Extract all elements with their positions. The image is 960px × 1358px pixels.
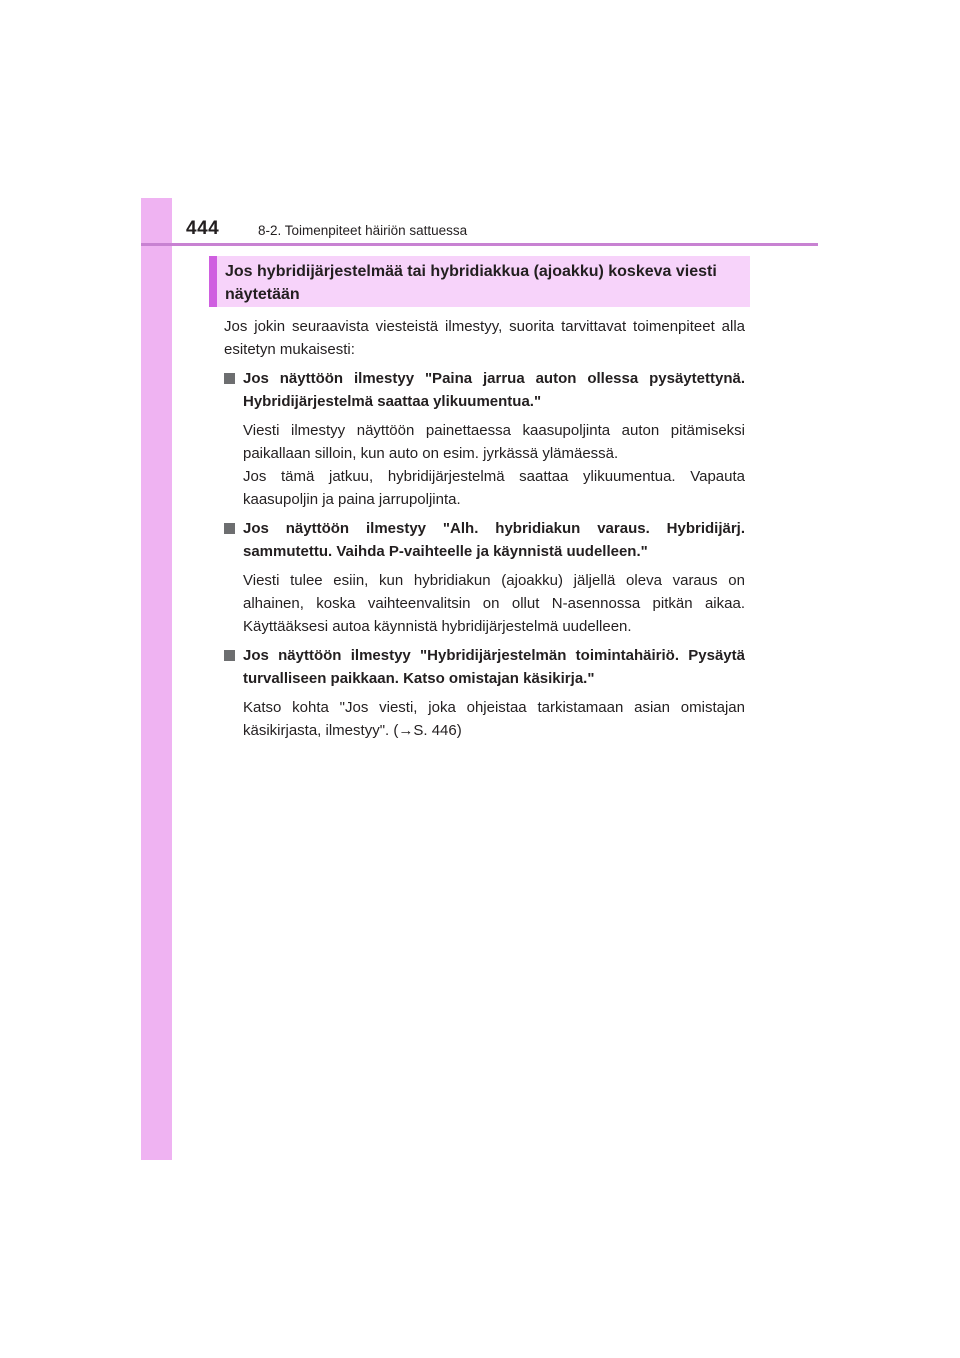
arrow-right-icon: → <box>398 722 414 739</box>
page-content <box>224 315 745 748</box>
message-item-body: Viesti ilmestyy näyttöön painettaessa kaasupoljinta auton pitämiseksi paikallaan silloin, kun auto on esim. jyrkässä ylämäessä. <box>243 422 745 462</box>
message-item-title: Jos näyttöön ilmestyy "Hybridijärjestelmän toimintahäiriö. Pysäytä turvalliseen paikkaan. Katso omistajan käsikirja." <box>243 647 745 687</box>
message-item-brake <box>224 367 745 511</box>
square-bullet-icon <box>224 523 235 534</box>
page-number: 444 <box>186 218 220 239</box>
square-bullet-icon <box>224 650 235 661</box>
header-divider <box>141 243 818 246</box>
message-item-body-text: Katso kohta "Jos viesti, joka ohjeistaa tarkistamaan asian omistajan käsikirjasta, ilmestyy". ( <box>243 699 745 739</box>
intro-paragraph: Jos jokin seuraavista viesteistä ilmestyy, suorita tarvittavat toimenpiteet alla esitetyn mukaisesti: <box>224 318 745 358</box>
message-item-body <box>243 696 745 742</box>
topic-heading <box>209 256 750 307</box>
square-bullet-icon <box>224 373 235 384</box>
topic-heading-line-2: näytetään <box>225 286 300 303</box>
message-item-low-battery <box>224 517 745 638</box>
page-reference-link[interactable]: S. 446) <box>413 722 462 739</box>
message-item-body: Viesti tulee esiin, kun hybridiakun (ajoakku) jäljellä oleva varaus on alhainen, koska vaihteenvalitsin on ollut N-asennossa pitkän aikaa. Käyttääksesi autoa käynnistä hybridijärjestelmä uudelleen. <box>243 572 745 635</box>
message-item-title: Jos näyttöön ilmestyy "Alh. hybridiakun varaus. Hybridijärj. sammutettu. Vaihda P-vaihteelle ja käynnistä uudelleen." <box>243 520 745 560</box>
topic-heading-line-1: Jos hybridijärjestelmää tai hybridiakkua (ajoakku) koskeva viesti <box>225 263 717 280</box>
message-item-malfunction <box>224 644 745 742</box>
side-color-band <box>141 198 172 1160</box>
message-item-body: Jos tämä jatkuu, hybridijärjestelmä saattaa ylikuumentua. Vapauta kaasupoljin ja paina jarrupoljinta. <box>243 468 745 508</box>
message-item-title: Jos näyttöön ilmestyy "Paina jarrua auton ollessa pysäytettynä. Hybridijärjestelmä saattaa ylikuumentua." <box>243 370 745 410</box>
section-title: 8-2. Toimenpiteet häiriön sattuessa <box>258 223 468 238</box>
